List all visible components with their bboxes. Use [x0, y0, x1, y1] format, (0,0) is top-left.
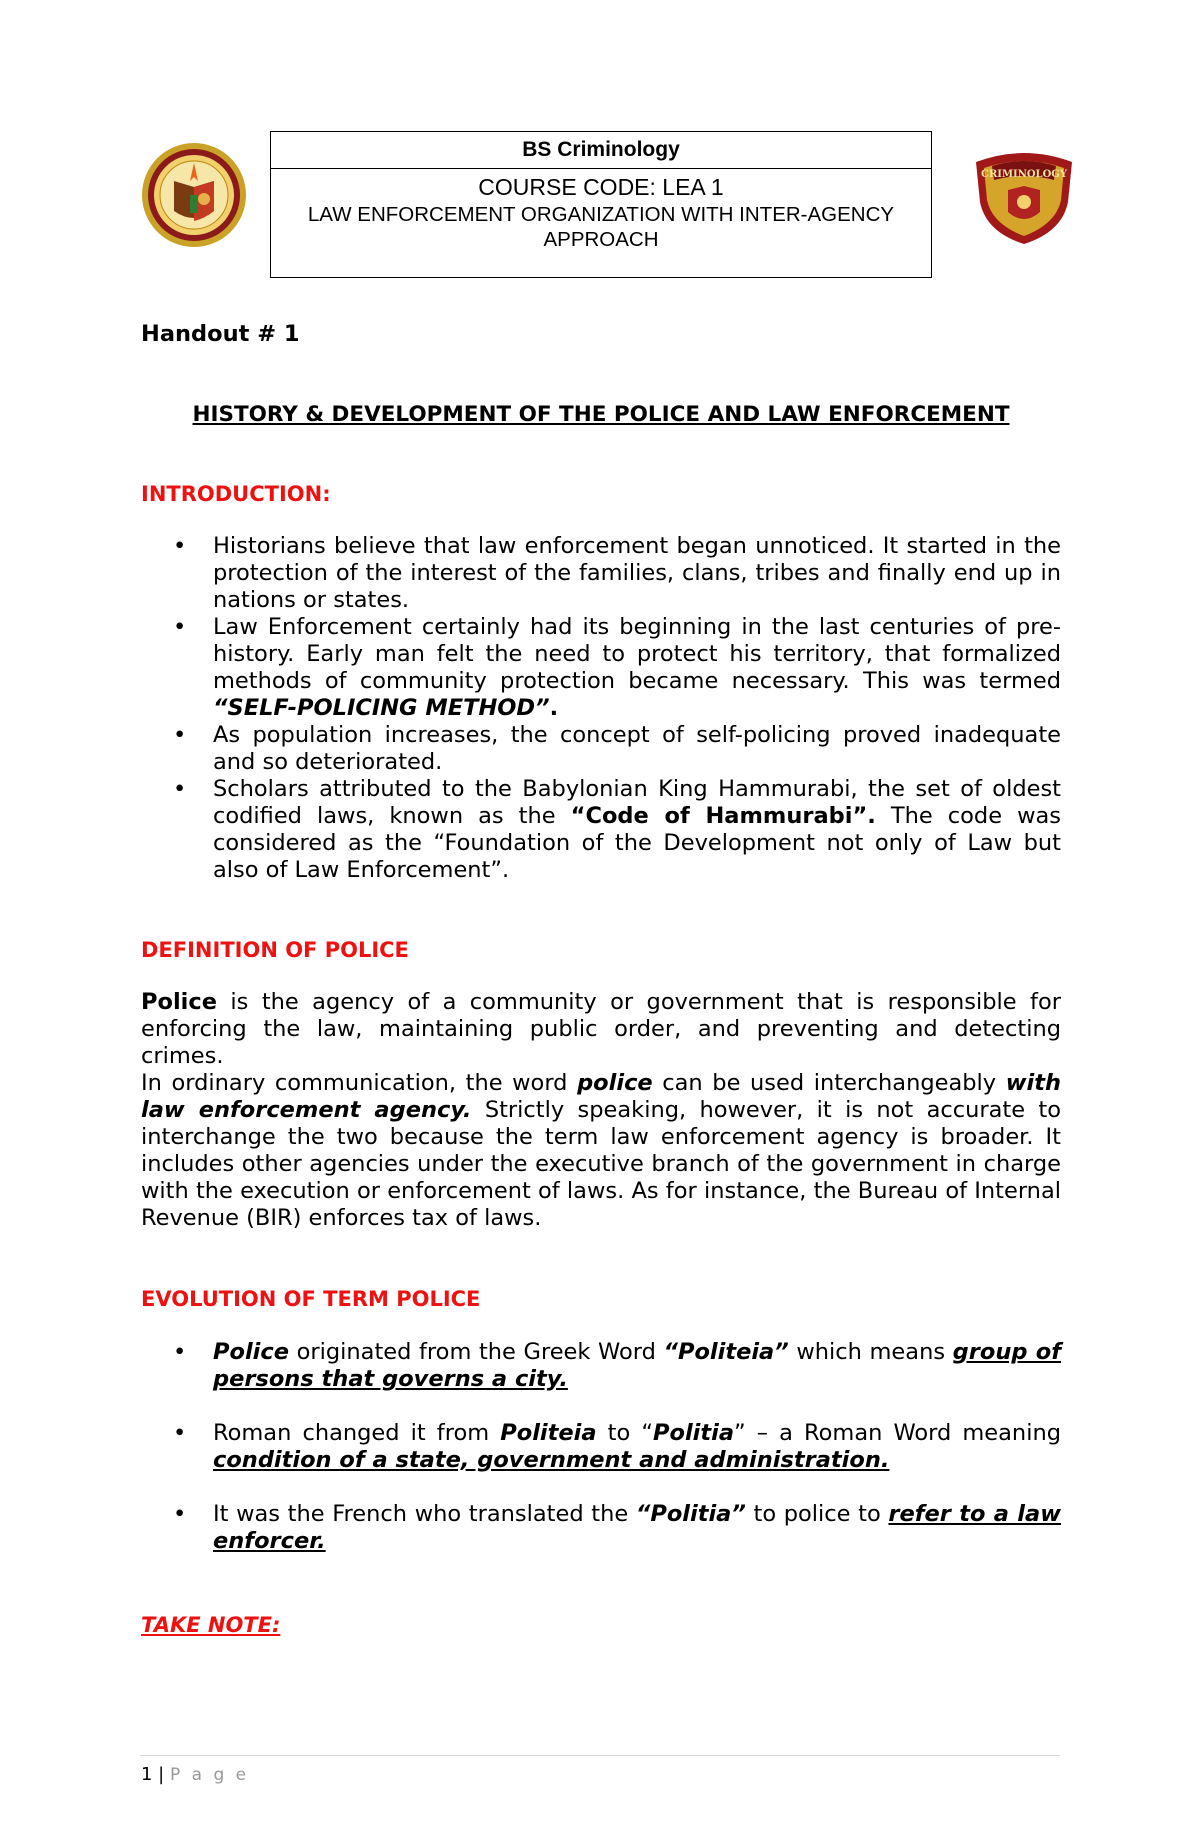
school-seal-icon	[140, 141, 248, 249]
bullet-icon: •	[173, 776, 187, 802]
list-item: • It was the French who translated the “Politia” to police to refer to a law enforcer.	[173, 1501, 1061, 1554]
program-title: BS Criminology	[271, 132, 931, 169]
criminology-shield-icon	[968, 146, 1080, 246]
list-item: • As population increases, the concept of self-policing proved inadequate and so deteriorated.	[173, 722, 1061, 775]
page-label: P a g e	[169, 1765, 250, 1785]
introduction-heading: INTRODUCTION:	[141, 482, 331, 506]
course-code: COURSE CODE: LEA 1	[478, 174, 724, 200]
logo-text: CRIMINOLOGY	[981, 169, 1067, 180]
bullet-icon: •	[173, 1420, 187, 1446]
list-item: • Historians believe that law enforcement began unnoticed. It started in the protection of the interest of the families, clans, tribes and finally end up in nations or states.	[173, 533, 1061, 613]
list-item: • Roman changed it from Politeia to “Politia” – a Roman Word meaning condition of a state, government and administration.	[173, 1420, 1061, 1473]
definition-paragraph-2: In ordinary communication, the word police can be used interchangeably with law enforcement agency. Strictly speaking, however, it is not accurate to interchange the two because the term law enforcement agency is broader. It includes other agencies under the executive branch of the government in charge with the execution or enforcement of laws. As for instance, the Bureau of Internal Revenue (BIR) enforces tax of laws.	[141, 1070, 1061, 1231]
bullet-icon: •	[173, 1501, 187, 1527]
page-title: HISTORY & DEVELOPMENT OF THE POLICE AND LAW ENFORCEMENT	[192, 402, 1010, 427]
evolution-list	[141, 1339, 1061, 1555]
definition-heading: DEFINITION OF POLICE	[141, 938, 409, 962]
introduction-list	[141, 533, 1061, 884]
course-title-line2: APPROACH	[543, 228, 659, 251]
footer-divider	[140, 1755, 1060, 1756]
list-item: • Law Enforcement certainly had its beginning in the last centuries of pre-history. Early man felt the need to protect his territory, that formalized methods of community protection became necessary. This was termed “SELF-POLICING METHOD”.	[173, 614, 1061, 721]
definition-paragraph-1: Police is the agency of a community or government that is responsible for enforcing the law, maintaining public order, and preventing and detecting crimes.	[141, 989, 1061, 1069]
bullet-icon: •	[173, 533, 187, 559]
list-item: • Scholars attributed to the Babylonian King Hammurabi, the set of oldest codified laws, known as the “Code of Hammurabi”. The code was considered as the “Foundation of the Development not only of Law but also of Law Enforcement”.	[173, 776, 1061, 883]
course-title-line1: LAW ENFORCEMENT ORGANIZATION WITH INTER-AGENCY	[307, 203, 895, 226]
page-footer: 1 | P a g e	[141, 1764, 250, 1785]
course-header-box	[270, 131, 932, 278]
list-item: • Police originated from the Greek Word “Politeia” which means group of persons that governs a city.	[173, 1339, 1061, 1392]
handout-label: Handout # 1	[141, 321, 300, 347]
evolution-heading: EVOLUTION OF TERM POLICE	[141, 1287, 481, 1311]
code-of-hammurabi-term: “Code of Hammurabi”.	[570, 803, 876, 829]
page-number: 1	[141, 1764, 153, 1785]
bullet-icon: •	[173, 722, 187, 748]
bullet-icon: •	[173, 614, 187, 640]
bullet-icon: •	[173, 1339, 187, 1365]
take-note-heading: TAKE NOTE:	[141, 1613, 281, 1637]
self-policing-term: “SELF-POLICING METHOD”	[213, 695, 550, 721]
